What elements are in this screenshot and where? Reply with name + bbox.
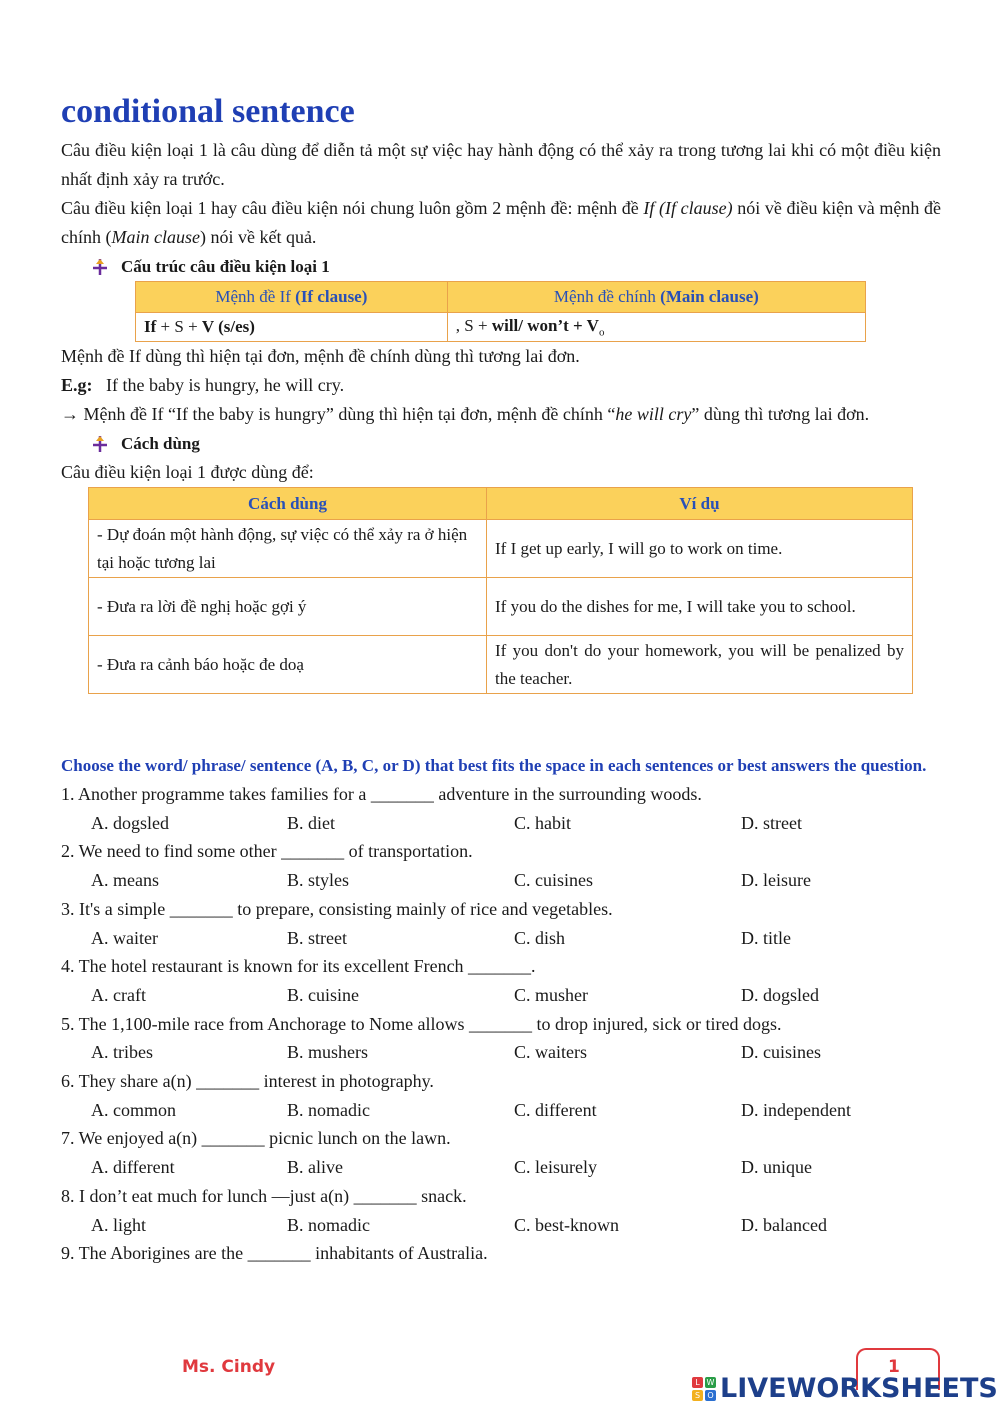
structure-header-main: Mệnh đề chính (Main clause) — [447, 282, 865, 313]
option-a[interactable]: A. dogsled — [91, 812, 169, 833]
structure-table — [135, 281, 866, 342]
author-name: Ms. Cindy — [182, 1357, 276, 1377]
option-b[interactable]: B. styles — [287, 870, 350, 891]
option-d[interactable]: D. unique — [741, 1157, 812, 1178]
usage-cell: - Đưa ra cảnh báo hoặc đe doạ — [89, 636, 487, 694]
question-text: 7. We enjoyed a(n) _______ picnic lunch on the lawn. — [61, 1128, 451, 1149]
question-options — [61, 1211, 941, 1240]
option-a[interactable]: A. light — [91, 1214, 147, 1235]
intro-paragraph-2: Câu điều kiện loại 1 hay câu điều kiện nói chung luôn gồm 2 mệnh đề: mệnh đề If (If clause) nói về điều kiện và mệnh đề chính (Main clause) nói về kết quả. — [61, 198, 941, 247]
option-c[interactable]: C. dish — [514, 927, 566, 948]
example-line: E.g: If the baby is hungry, he will cry. — [61, 375, 345, 395]
example-cell: If you don't do your homework, you will be penalized by the teacher. — [487, 636, 913, 694]
usage-intro: Câu điều kiện loại 1 được dùng để: — [61, 462, 314, 482]
option-c[interactable]: C. different — [514, 1099, 597, 1120]
option-c[interactable]: C. leisurely — [514, 1157, 597, 1178]
option-a[interactable]: A. waiter — [91, 927, 158, 948]
option-b[interactable]: B. street — [287, 927, 347, 948]
table-row — [89, 636, 913, 694]
option-c[interactable]: C. waiters — [514, 1042, 587, 1063]
usage-cell: - Đưa ra lời đề nghị hoặc gợi ý — [89, 578, 487, 636]
option-a[interactable]: A. means — [91, 870, 159, 891]
question-options — [61, 866, 941, 895]
arrow-bullet-icon — [91, 435, 109, 453]
structure-header-if: Mệnh đề If (If clause) — [136, 282, 448, 313]
option-d[interactable]: D. street — [741, 812, 802, 833]
intro-paragraph-1: Câu điều kiện loại 1 là câu dùng để diễn tả một sự việc hay hành động có thể xảy ra trong tương lai khi có một điều kiện nhất định xảy ra trước. — [61, 140, 941, 189]
example-explanation: → Mệnh đề If “If the baby is hungry” dùng thì hiện tại đơn, mệnh đề chính “he will cry” dùng thì tương lai đơn. — [61, 404, 870, 424]
option-d[interactable]: D. cuisines — [741, 1042, 821, 1063]
question-options — [61, 1153, 941, 1182]
table-row — [89, 578, 913, 636]
option-d[interactable]: D. independent — [741, 1099, 851, 1120]
question-options — [61, 1038, 941, 1067]
option-c[interactable]: C. cuisines — [514, 870, 593, 891]
question-text: 8. I don’t eat much for lunch —just a(n) _______ snack. — [61, 1185, 467, 1206]
page-title: conditional sentence — [61, 93, 355, 130]
table-row — [89, 520, 913, 578]
option-b[interactable]: B. nomadic — [287, 1099, 370, 1120]
arrow-bullet-icon — [91, 258, 109, 276]
usage-header-example: Ví dụ — [487, 488, 913, 520]
question-options — [61, 981, 941, 1010]
option-d[interactable]: D. balanced — [741, 1214, 827, 1235]
structure-note: Mệnh đề If dùng thì hiện tại đơn, mệnh đề chính dùng thì tương lai đơn. — [61, 346, 580, 366]
liveworksheets-icon: L W S O — [692, 1377, 716, 1401]
option-b[interactable]: B. nomadic — [287, 1214, 370, 1235]
usage-header-use: Cách dùng — [89, 488, 487, 520]
structure-main-formula: , S + will/ won’t + $V_o$ — [447, 313, 865, 342]
option-a[interactable]: A. craft — [91, 984, 146, 1005]
option-d[interactable]: D. dogsled — [741, 984, 819, 1005]
option-c[interactable]: C. musher — [514, 984, 588, 1005]
question-options — [61, 809, 941, 838]
option-b[interactable]: B. cuisine — [287, 984, 359, 1005]
usage-cell: - Dự đoán một hành động, sự việc có thể xảy ra ở hiện tại hoặc tương lai — [89, 520, 487, 578]
option-a[interactable]: A. tribes — [91, 1042, 153, 1063]
option-a[interactable]: A. common — [91, 1099, 176, 1120]
page-number: 1 — [888, 1357, 900, 1377]
example-cell: If I get up early, I will go to work on time. — [487, 520, 913, 578]
question-options — [61, 1096, 941, 1125]
question-text: 2. We need to find some other _______ of transportation. — [61, 841, 473, 862]
option-c[interactable]: C. habit — [514, 812, 571, 833]
question-text: 6. They share a(n) _______ interest in photography. — [61, 1071, 434, 1092]
structure-heading: Cấu trúc câu điều kiện loại 1 — [91, 252, 941, 281]
option-b[interactable]: B. diet — [287, 812, 335, 833]
liveworksheets-logo[interactable] — [692, 1373, 998, 1404]
question-text: 4. The hotel restaurant is known for its excellent French _______. — [61, 956, 536, 977]
worksheet-page — [61, 92, 941, 1268]
question-text: 3. It's a simple _______ to prepare, consisting mainly of rice and vegetables. — [61, 898, 613, 919]
option-b[interactable]: B. mushers — [287, 1042, 368, 1063]
question-options — [61, 924, 941, 953]
option-b[interactable]: B. alive — [287, 1157, 343, 1178]
usage-table — [88, 487, 913, 694]
option-d[interactable]: D. leisure — [741, 870, 811, 891]
usage-heading: Cách dùng — [91, 429, 941, 458]
question-text: 5. The 1,100-mile race from Anchorage to Nome allows _______ to drop injured, sick or tired dogs. — [61, 1013, 782, 1034]
question-text: 9. The Aborigines are the _______ inhabitants of Australia. — [61, 1243, 488, 1264]
structure-if-formula: If + S + V (s/es) — [136, 313, 448, 342]
question-list — [61, 780, 941, 1268]
example-cell: If you do the dishes for me, I will take you to school. — [487, 578, 913, 636]
option-d[interactable]: D. title — [741, 927, 791, 948]
question-text: 1. Another programme takes families for a _______ adventure in the surrounding woods. — [61, 784, 702, 804]
option-c[interactable]: C. best-known — [514, 1214, 619, 1235]
option-a[interactable]: A. different — [91, 1157, 175, 1178]
exercise-instruction: Choose the word/ phrase/ sentence (A, B, C, or D) that best fits the space in each sentences or best answers the question. — [61, 756, 927, 775]
liveworksheets-wordmark: LIVEWORKSHEETS — [720, 1373, 998, 1404]
